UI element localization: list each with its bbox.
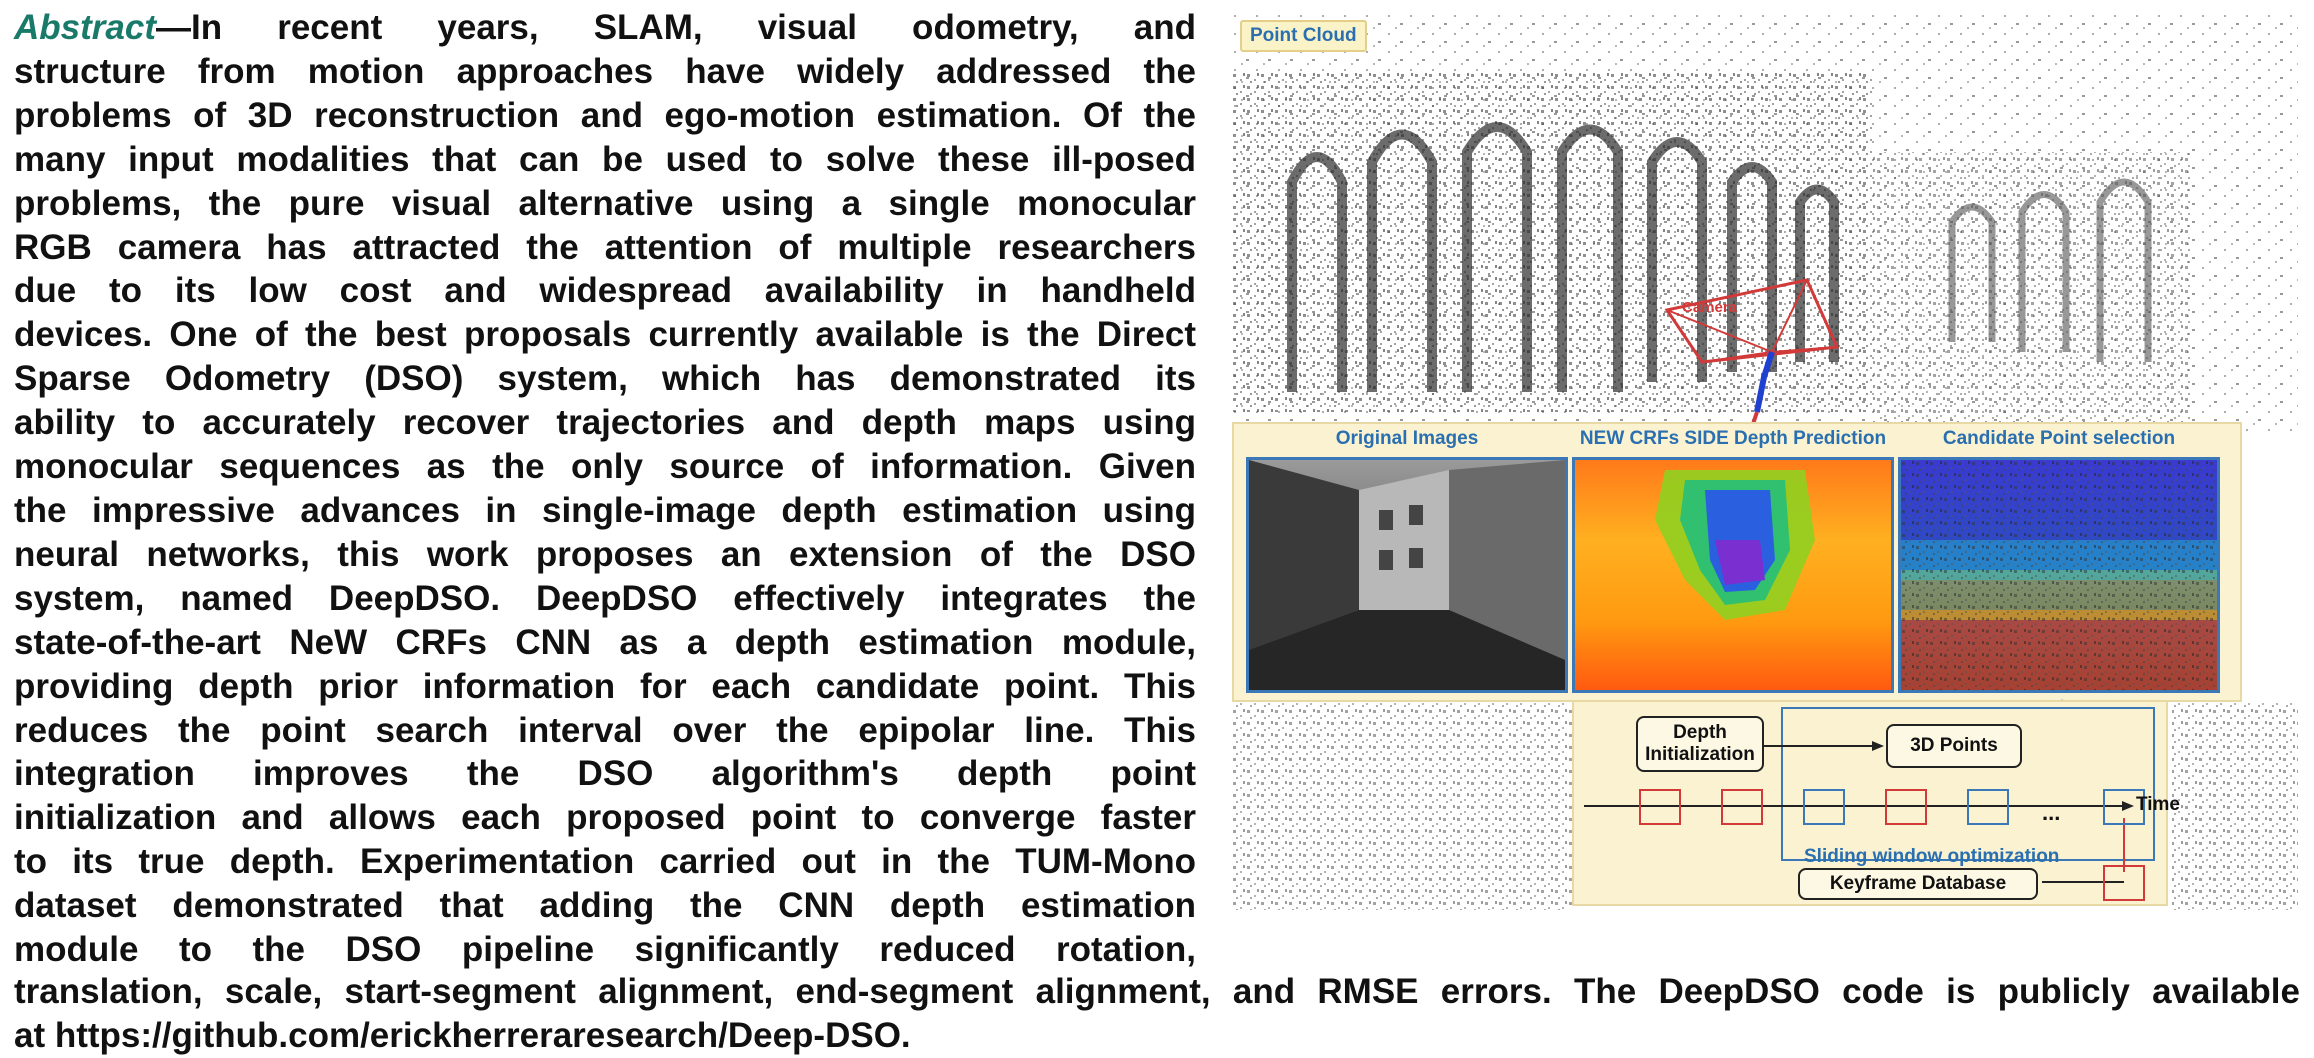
- panel-title-original: Original Images: [1335, 428, 1479, 449]
- panel-title-candidate: Candidate Point selection: [1942, 428, 2176, 449]
- abstract-line: state-of-the-art NeW CRFs CNN as a depth estimation module,: [14, 622, 1196, 662]
- abstract-line: initialization and allows each proposed point to converge faster: [14, 798, 1196, 838]
- deepdso-figure: [1232, 12, 2298, 910]
- abstract-line: ability to accurately recover trajectories and depth maps using: [14, 403, 1196, 443]
- abstract-line: due to its low cost and widespread availability in handheld: [14, 271, 1196, 311]
- abstract-line: dataset demonstrated that adding the CNN depth estimation: [14, 886, 1196, 926]
- depth-initialization-node: Depth Initialization: [1636, 716, 1764, 772]
- abstract-line: reduces the point search interval over the epipolar line. This: [14, 710, 1196, 750]
- abstract-line: system, named DeepDSO. DeepDSO effectively integrates the: [14, 578, 1196, 618]
- abstract-line-0: Abstract—In recent years, SLAM, visual odometry, and: [14, 8, 1196, 47]
- abstract-line: to its true depth. Experimentation carried out in the TUM-Mono: [14, 842, 1196, 882]
- abstract-dash: —: [155, 8, 191, 47]
- abstract-label: Abstract: [14, 8, 156, 47]
- abstract-line: providing depth prior information for each candidate point. This: [14, 666, 1196, 706]
- ellipsis-label: ...: [2042, 800, 2061, 825]
- abstract-line: devices. One of the best proposals currently available is the Direct: [14, 315, 1196, 355]
- abstract-tail: [14, 970, 2300, 1058]
- abstract-body: [14, 6, 1196, 972]
- abstract-line: monocular sequences as the only source of information. Given: [14, 447, 1196, 487]
- time-label: Time: [2136, 794, 2181, 815]
- 3d-points-node: 3D Points: [1886, 724, 2022, 768]
- abstract-line: at https://github.com/erickherreraresearch/Deep-DSO.: [14, 1015, 911, 1055]
- pipeline-diagram: [1572, 700, 2181, 906]
- panel-title-depth: NEW CRFs SIDE Depth Prediction: [1579, 428, 1887, 449]
- abstract-line: integration improves the DSO algorithm's depth point: [14, 754, 1196, 794]
- abstract-line: translation, scale, start-segment alignment, end-segment alignment, and RMSE errors. The DeepDSO code is publicly available: [14, 972, 2300, 1011]
- abstract-line: module to the DSO pipeline significantly reduced rotation,: [14, 930, 1196, 970]
- camera-label: Camera: [1682, 299, 1738, 316]
- sliding-window-label: Sliding window optimization: [1804, 846, 2060, 867]
- abstract-line: structure from motion approaches have widely addressed the: [14, 51, 1196, 91]
- abstract-line: many input modalities that can be used to solve these ill-posed: [14, 139, 1196, 179]
- keyframe-database-node: Keyframe Database: [1798, 868, 2038, 900]
- abstract-line: Sparse Odometry (DSO) system, which has demonstrated its: [14, 359, 1196, 399]
- abstract-line: RGB camera has attracted the attention of multiple researchers: [14, 227, 1196, 267]
- abstract-line: problems, the pure visual alternative using a single monocular: [14, 183, 1196, 223]
- abstract-line: neural networks, this work proposes an extension of the DSO: [14, 534, 1196, 574]
- point-cloud-tag: Point Cloud: [1240, 20, 1367, 52]
- abstract-line: the impressive advances in single-image depth estimation using: [14, 490, 1196, 530]
- abstract-line: problems of 3D reconstruction and ego-motion estimation. Of the: [14, 95, 1196, 135]
